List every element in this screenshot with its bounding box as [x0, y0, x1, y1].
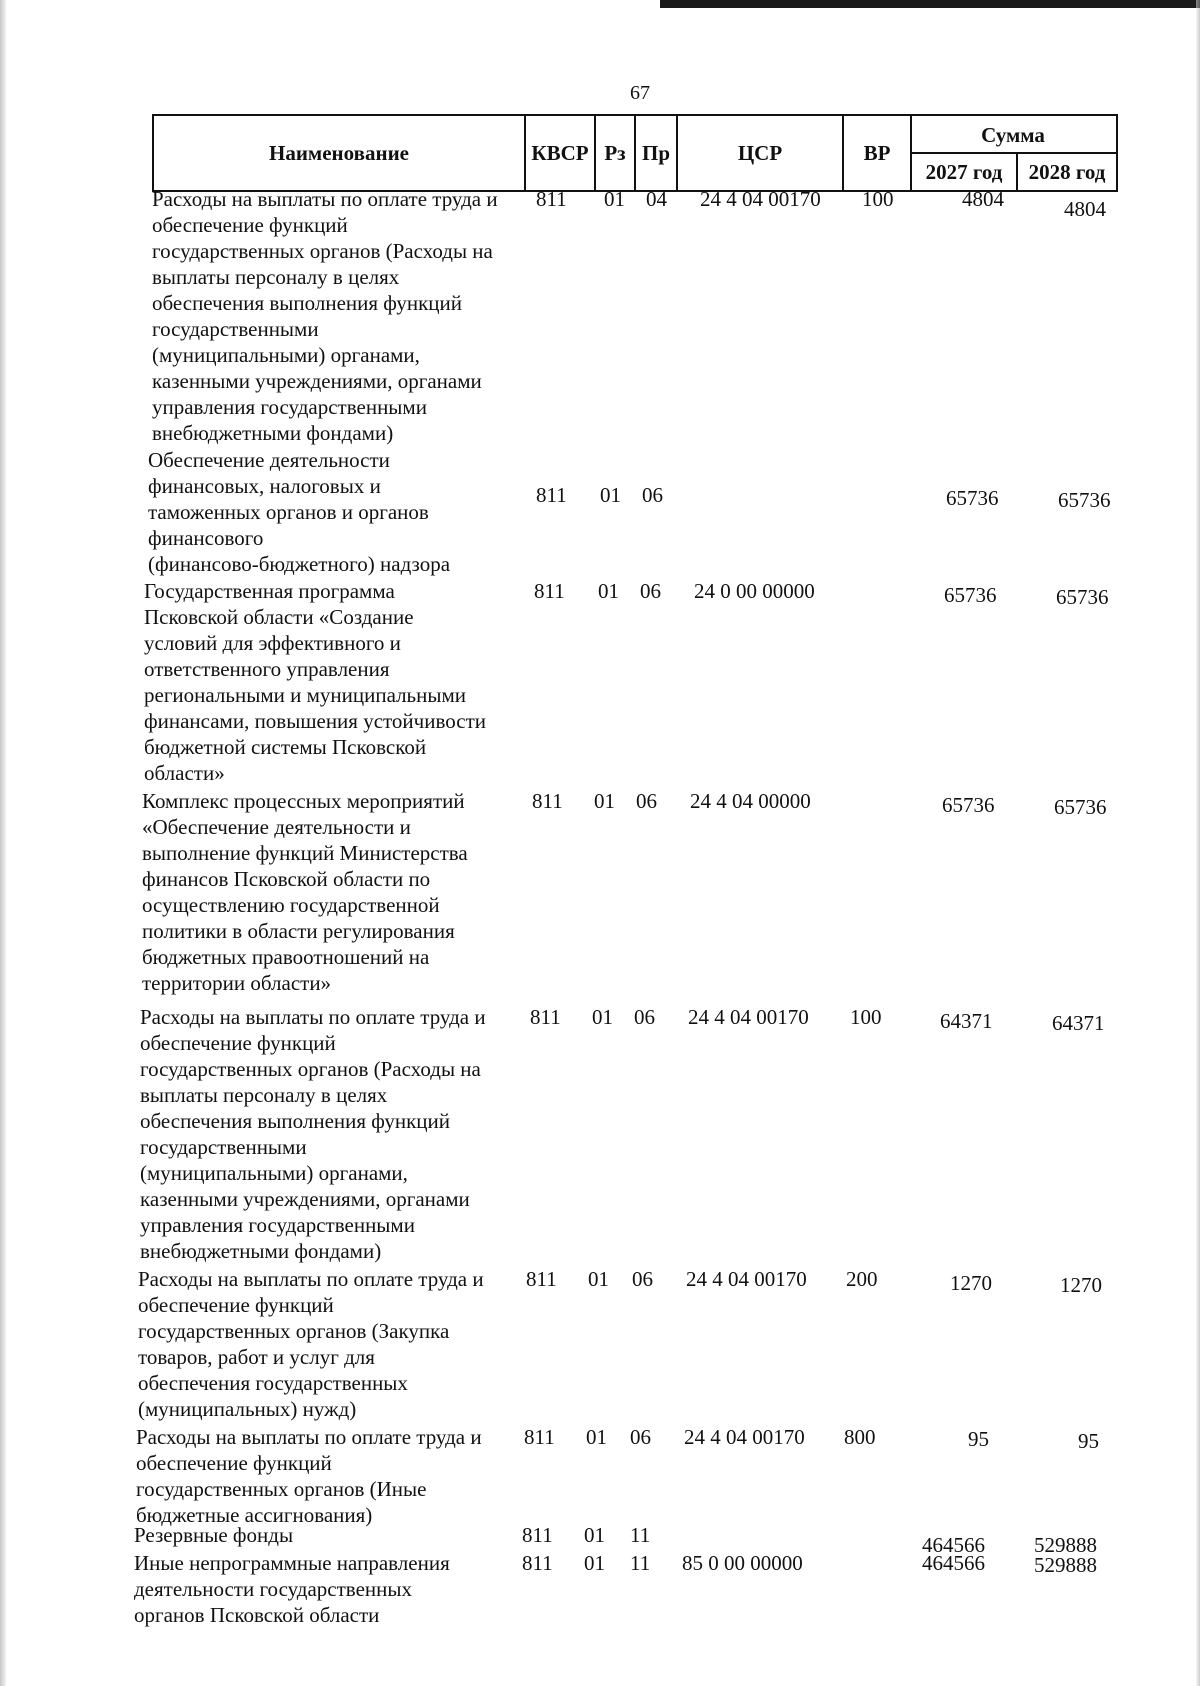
row-pr: 11 — [630, 1551, 651, 1575]
row-pr: 04 — [646, 187, 667, 211]
table-header — [152, 114, 1118, 192]
row-kvsr: 811 — [522, 1523, 553, 1547]
row-rz: 01 — [604, 187, 625, 211]
row-pr: 06 — [640, 579, 661, 603]
row-sum-2027: 4804 — [962, 187, 1004, 211]
row-name: Комплекс процессных мероприятий «Обеспечение деятельности и выполнение функций Министерства финансов Псковской области по осуществлению государственной политики в области регулирования бюджетных правоотношений на территории области» — [142, 789, 468, 995]
row-rz: 01 — [598, 579, 619, 603]
row-name: Расходы на выплаты по оплате труда и обеспечение функций государственных органов (Иные бюджетные ассигнования) — [136, 1425, 482, 1527]
header-year-2027: 2027 год — [925, 159, 1003, 184]
row-sum-2028: 1270 — [1060, 1273, 1102, 1297]
row-pr: 06 — [632, 1267, 653, 1291]
row-rz: 01 — [594, 789, 615, 813]
header-csr: ЦСР — [676, 114, 842, 192]
row-csr: 24 4 04 00000 — [690, 789, 811, 813]
row-rz: 01 — [584, 1523, 605, 1547]
row-sum-2027: 464566 — [922, 1551, 985, 1575]
row-rz: 01 — [586, 1425, 607, 1449]
row-vr: 200 — [846, 1267, 878, 1291]
header-year-2028: 2028 год — [1028, 159, 1106, 184]
row-rz: 01 — [588, 1267, 609, 1291]
header-sum: Сумма — [981, 122, 1045, 147]
row-sum-2028: 529888 — [1034, 1533, 1097, 1557]
row-sum-2027: 65736 — [942, 793, 995, 817]
row-vr: 800 — [844, 1425, 876, 1449]
row-pr: 06 — [634, 1005, 655, 1029]
row-csr: 24 4 04 00170 — [686, 1267, 807, 1291]
row-rz: 01 — [592, 1005, 613, 1029]
row-name: Расходы на выплаты по оплате труда и обеспечение функций государственных органов (Расходы на выплаты персоналу в целях обеспечения выполнения функций государственными (муниципальными) органами, казенными учреждениями, органами управления государственными внебюджетными фондами) — [140, 1005, 486, 1263]
row-kvsr: 811 — [532, 789, 563, 813]
scan-left-edge — [0, 0, 6, 1686]
row-kvsr: 811 — [524, 1425, 555, 1449]
row-kvsr: 811 — [530, 1005, 561, 1029]
row-csr: 24 4 04 00170 — [684, 1425, 805, 1449]
row-pr: 11 — [630, 1523, 651, 1547]
scan-right-edge — [1196, 0, 1200, 1686]
row-sum-2028: 4804 — [1064, 197, 1106, 221]
row-sum-2028: 65736 — [1054, 795, 1107, 819]
row-csr: 24 0 00 00000 — [694, 579, 815, 603]
row-sum-2027: 65736 — [944, 583, 997, 607]
row-pr: 06 — [636, 789, 657, 813]
row-name: Обеспечение деятельности финансовых, налоговых и таможенных органов и органов финансового (финансово-бюджетного) надзора — [148, 448, 451, 576]
row-name: Государственная программа Псковской области «Создание условий для эффективного и ответственного управления региональными и муниципальными финансами, повышения устойчивости бюджетной системы Псковской области» — [144, 579, 486, 785]
row-csr: 24 4 04 00170 — [688, 1005, 809, 1029]
row-sum-2028: 529888 — [1034, 1553, 1097, 1577]
row-sum-2027: 1270 — [950, 1271, 992, 1295]
row-pr: 06 — [630, 1425, 651, 1449]
row-sum-2028: 64371 — [1052, 1011, 1105, 1035]
page-number: 67 — [630, 82, 650, 104]
row-csr: 85 0 00 00000 — [682, 1551, 803, 1575]
header-vr: ВР — [842, 114, 910, 192]
row-pr: 06 — [642, 483, 663, 507]
row-csr: 24 4 04 00170 — [700, 187, 821, 211]
row-vr: 100 — [850, 1005, 882, 1029]
row-vr: 100 — [862, 187, 894, 211]
header-rz: Рз — [594, 114, 634, 192]
row-kvsr: 811 — [534, 579, 565, 603]
row-sum-2027: 464566 — [922, 1533, 985, 1557]
row-sum-2027: 64371 — [940, 1009, 993, 1033]
row-name: Расходы на выплаты по оплате труда и обеспечение функций государственных органов (Расходы на выплаты персоналу в целях обеспечения выполнения функций государственными (муниципальными) органами, казенными учреждениями, органами управления государственными внебюджетными фондами) — [152, 187, 498, 445]
row-rz: 01 — [584, 1551, 605, 1575]
row-name: Расходы на выплаты по оплате труда и обеспечение функций государственных органов (Закупка товаров, работ и услуг для обеспечения государственных (муниципальных) нужд) — [138, 1267, 484, 1421]
header-name: Наименование — [152, 114, 524, 192]
row-name: Резервные фонды — [134, 1523, 294, 1547]
row-kvsr: 811 — [526, 1267, 557, 1291]
row-kvsr: 811 — [522, 1551, 553, 1575]
row-sum-2027: 65736 — [946, 486, 999, 510]
row-sum-2028: 95 — [1078, 1429, 1099, 1453]
row-kvsr: 811 — [536, 483, 567, 507]
row-kvsr: 811 — [536, 187, 567, 211]
row-name: Иные непрограммные направления деятельности государственных органов Псковской области — [134, 1551, 450, 1627]
row-rz: 01 — [600, 483, 621, 507]
header-pr: Пр — [634, 114, 676, 192]
row-sum-2028: 65736 — [1056, 585, 1109, 609]
header-kvsr: КВСР — [524, 114, 594, 192]
row-sum-2028: 65736 — [1058, 488, 1111, 512]
scan-top-rule — [660, 0, 1200, 8]
row-sum-2027: 95 — [968, 1427, 989, 1451]
